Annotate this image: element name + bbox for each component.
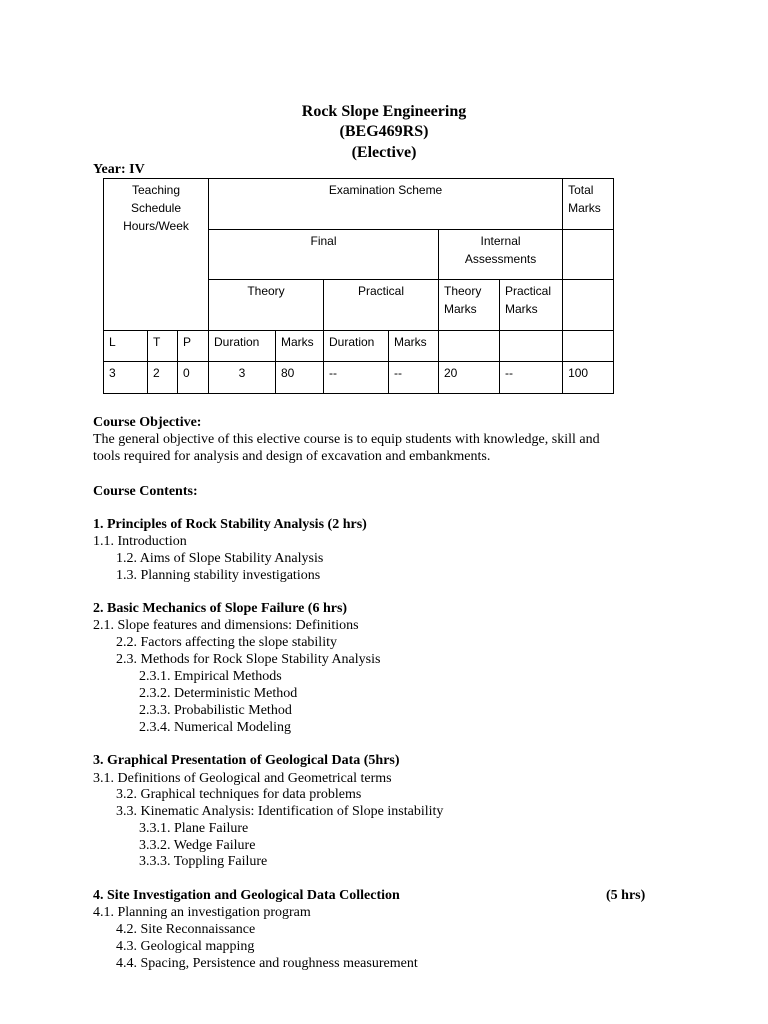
list-item: 3.2. Graphical techniques for data problems — [116, 787, 362, 802]
list-item: 3.3.2. Wedge Failure — [139, 838, 256, 853]
empty-cell — [563, 230, 614, 280]
list-item: 4.2. Site Reconnaissance — [116, 922, 256, 937]
list-item: 2.3.4. Numerical Modeling — [139, 720, 292, 735]
practical-marks-header: Practical Marks — [500, 280, 563, 331]
empty-cell — [439, 331, 500, 362]
list-item: 2.3.2. Deterministic Method — [139, 686, 298, 701]
objective-text-line: tools required for analysis and design of excavation and embankments. — [93, 449, 491, 464]
course-contents-heading: Course Contents: — [93, 484, 198, 499]
list-item: 2.3.1. Empirical Methods — [139, 669, 282, 684]
value-cell: 3 — [209, 362, 276, 394]
teaching-schedule-header: Teaching Schedule Hours/Week — [104, 179, 209, 331]
list-item: 1.1. Introduction — [93, 534, 187, 549]
list-item: 1.2. Aims of Slope Stability Analysis — [116, 551, 324, 566]
objective-text-line: The general objective of this elective course is to equip students with knowledge, skill and — [93, 432, 600, 447]
year-label: Year: IV — [93, 162, 145, 177]
value-cell: 2 — [148, 362, 178, 394]
section-heading: 2. Basic Mechanics of Slope Failure (6 hrs) — [93, 601, 348, 616]
list-item: 4.3. Geological mapping — [116, 939, 255, 954]
section-heading: 3. Graphical Presentation of Geological Data (5hrs) — [93, 753, 400, 768]
section-hours: (5 hrs) — [606, 888, 646, 903]
sub-header-cell: Duration — [209, 331, 276, 362]
sub-header-cell: P — [178, 331, 209, 362]
examination-scheme-header: Examination Scheme — [209, 179, 563, 230]
list-item: 1.3. Planning stability investigations — [116, 568, 321, 583]
list-item: 2.3. Methods for Rock Slope Stability Analysis — [116, 652, 381, 667]
list-item: 3.1. Definitions of Geological and Geometrical terms — [93, 771, 392, 786]
list-item: 3.3.3. Toppling Failure — [139, 854, 268, 869]
value-cell: 80 — [276, 362, 324, 394]
examination-scheme-table — [103, 178, 614, 394]
empty-cell — [563, 331, 614, 362]
value-cell: 0 — [178, 362, 209, 394]
internal-assessments-header: Internal Assessments — [439, 230, 563, 280]
list-item: 3.3. Kinematic Analysis: Identification of Slope instability — [116, 804, 444, 819]
list-item: 4.4. Spacing, Persistence and roughness measurement — [116, 956, 418, 971]
sub-header-cell: Duration — [324, 331, 389, 362]
list-item: 4.1. Planning an investigation program — [93, 905, 311, 920]
theory-header: Theory — [209, 280, 324, 331]
value-cell: -- — [324, 362, 389, 394]
practical-header: Practical — [324, 280, 439, 331]
value-cell: -- — [500, 362, 563, 394]
sub-header-cell: Marks — [389, 331, 439, 362]
sub-header-cell: L — [104, 331, 148, 362]
theory-marks-header: Theory Marks — [439, 280, 500, 331]
empty-cell — [500, 331, 563, 362]
section-heading: 1. Principles of Rock Stability Analysis (2 hrs) — [93, 517, 367, 532]
value-cell: 3 — [104, 362, 148, 394]
sub-header-cell: Marks — [276, 331, 324, 362]
section-heading: 4. Site Investigation and Geological Data Collection — [93, 888, 400, 903]
total-marks-header: Total Marks — [563, 179, 614, 230]
final-header: Final — [209, 230, 439, 280]
sub-header-cell: T — [148, 331, 178, 362]
value-cell: 20 — [439, 362, 500, 394]
course-type: (Elective) — [351, 144, 417, 161]
list-item: 3.3.1. Plane Failure — [139, 821, 249, 836]
list-item: 2.1. Slope features and dimensions: Definitions — [93, 618, 359, 633]
empty-cell — [563, 280, 614, 331]
document-title: Rock Slope Engineering — [301, 103, 467, 120]
value-cell: -- — [389, 362, 439, 394]
list-item: 2.3.3. Probabilistic Method — [139, 703, 292, 718]
course-objective-heading: Course Objective: — [93, 415, 202, 430]
value-cell: 100 — [563, 362, 614, 394]
list-item: 2.2. Factors affecting the slope stability — [116, 635, 337, 650]
course-code: (BEG469RS) — [339, 123, 429, 140]
